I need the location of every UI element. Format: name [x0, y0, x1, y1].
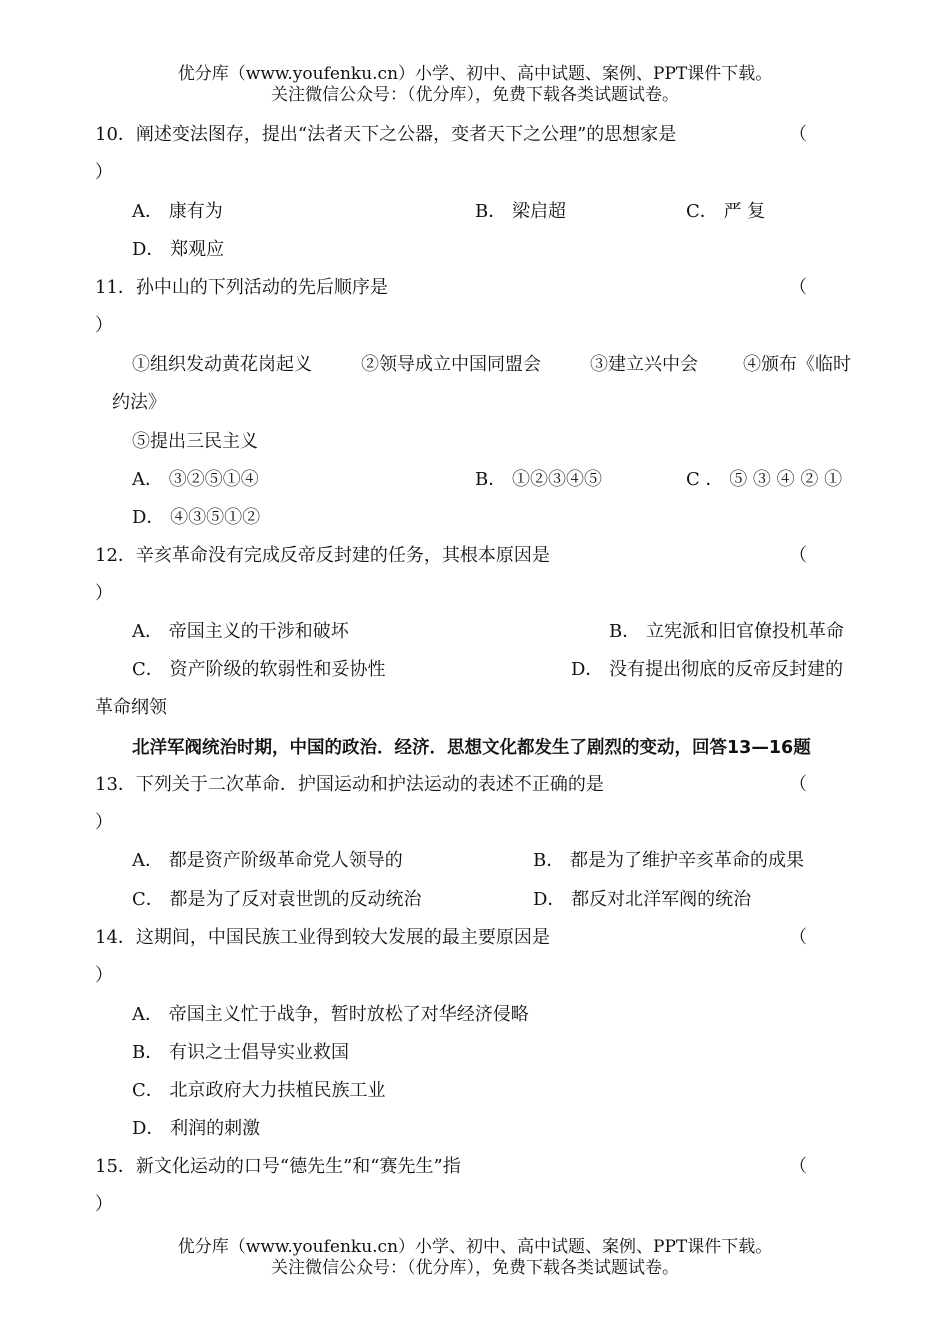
q11-item-5: ⑤提出三民主义: [132, 431, 258, 452]
q11-item-1: ①组织发动黄花岗起义: [132, 354, 312, 375]
q15-paren-close: ）: [95, 1194, 113, 1215]
q11-paren-close: ）: [95, 315, 113, 336]
q10-paren-close: ）: [95, 162, 113, 183]
q12-option-b: B． 立宪派和旧官僚投机革命: [609, 621, 844, 642]
q14-option-d: D． 利润的刺激: [132, 1118, 261, 1139]
q10-option-b: B． 梁启超: [475, 201, 566, 222]
q11-stem: 11．孙中山的下列活动的先后顺序是: [95, 277, 388, 298]
q11-paren-open: （: [789, 277, 807, 298]
header-line-2: 关注微信公众号：（优分库），免费下载各类试题试卷。: [271, 85, 679, 105]
q12-option-d-cont: 革命纲领: [95, 697, 167, 718]
q12-paren-open: （: [789, 545, 807, 566]
q11-option-a: A． ③②⑤①④: [132, 469, 259, 490]
q10-stem: 10．阐述变法图存，提出“法者天下之公器，变者天下之公理”的思想家是: [95, 124, 677, 145]
q12-option-d: D． 没有提出彻底的反帝反封建的: [571, 659, 844, 680]
q11-option-d: D． ④③⑤①②: [132, 507, 261, 528]
q13-stem: 13．下列关于二次革命．护国运动和护法运动的表述不正确的是: [95, 774, 604, 795]
q11-item-4-cont: 约法》: [112, 392, 166, 413]
q13-option-d: D． 都反对北洋军阀的统治: [533, 889, 752, 910]
q13-paren-open: （: [789, 774, 807, 795]
q10-option-a: A． 康有为: [132, 201, 223, 222]
q10-option-c: C． 严 复: [686, 201, 766, 222]
q14-option-a: A． 帝国主义忙于战争，暂时放松了对华经济侵略: [132, 1004, 529, 1025]
q11-option-c: C ． ⑤ ③ ④ ② ①: [686, 469, 843, 490]
q11-item-2: ②领导成立中国同盟会: [361, 354, 541, 375]
q14-stem: 14．这期间，中国民族工业得到较大发展的最主要原因是: [95, 927, 550, 948]
q10-option-d: D． 郑观应: [132, 239, 225, 260]
q14-paren-close: ）: [95, 965, 113, 986]
header-line-1: 优分库（www.youfenku.cn）小学、初中、高中试题、案例、PPT课件下载。: [177, 64, 773, 84]
q14-paren-open: （: [789, 927, 807, 948]
q11-option-b: B． ①②③④⑤: [475, 469, 602, 490]
q10-paren-open: （: [789, 124, 807, 145]
q14-option-b: B． 有识之士倡导实业救国: [132, 1042, 349, 1063]
q13-option-b: B． 都是为了维护辛亥革命的成果: [533, 850, 804, 871]
q12-option-a: A． 帝国主义的干涉和破坏: [132, 621, 349, 642]
q13-option-c: C． 都是为了反对袁世凯的反动统治: [132, 889, 422, 910]
q11-item-3: ③建立兴中会: [590, 354, 698, 375]
q11-item-4: ④颁布《临时: [743, 354, 851, 375]
footer-line-2: 关注微信公众号：（优分库），免费下载各类试题试卷。: [271, 1258, 679, 1278]
q13-paren-close: ）: [95, 812, 113, 833]
footer-line-1: 优分库（www.youfenku.cn）小学、初中、高中试题、案例、PPT课件下载。: [177, 1237, 773, 1257]
q12-option-c: C． 资产阶级的软弱性和妥协性: [132, 659, 386, 680]
q13-option-a: A． 都是资产阶级革命党人领导的: [132, 850, 403, 871]
q14-option-c: C． 北京政府大力扶植民族工业: [132, 1080, 386, 1101]
section-intro: 北洋军阀统治时期，中国的政治．经济．思想文化都发生了剧烈的变动，回答13—16题: [132, 738, 811, 758]
q15-paren-open: （: [789, 1156, 807, 1177]
q15-stem: 15．新文化运动的口号“德先生”和“赛先生”指: [95, 1156, 461, 1177]
q12-stem: 12．辛亥革命没有完成反帝反封建的任务，其根本原因是: [95, 545, 550, 566]
q12-paren-close: ）: [95, 583, 113, 604]
